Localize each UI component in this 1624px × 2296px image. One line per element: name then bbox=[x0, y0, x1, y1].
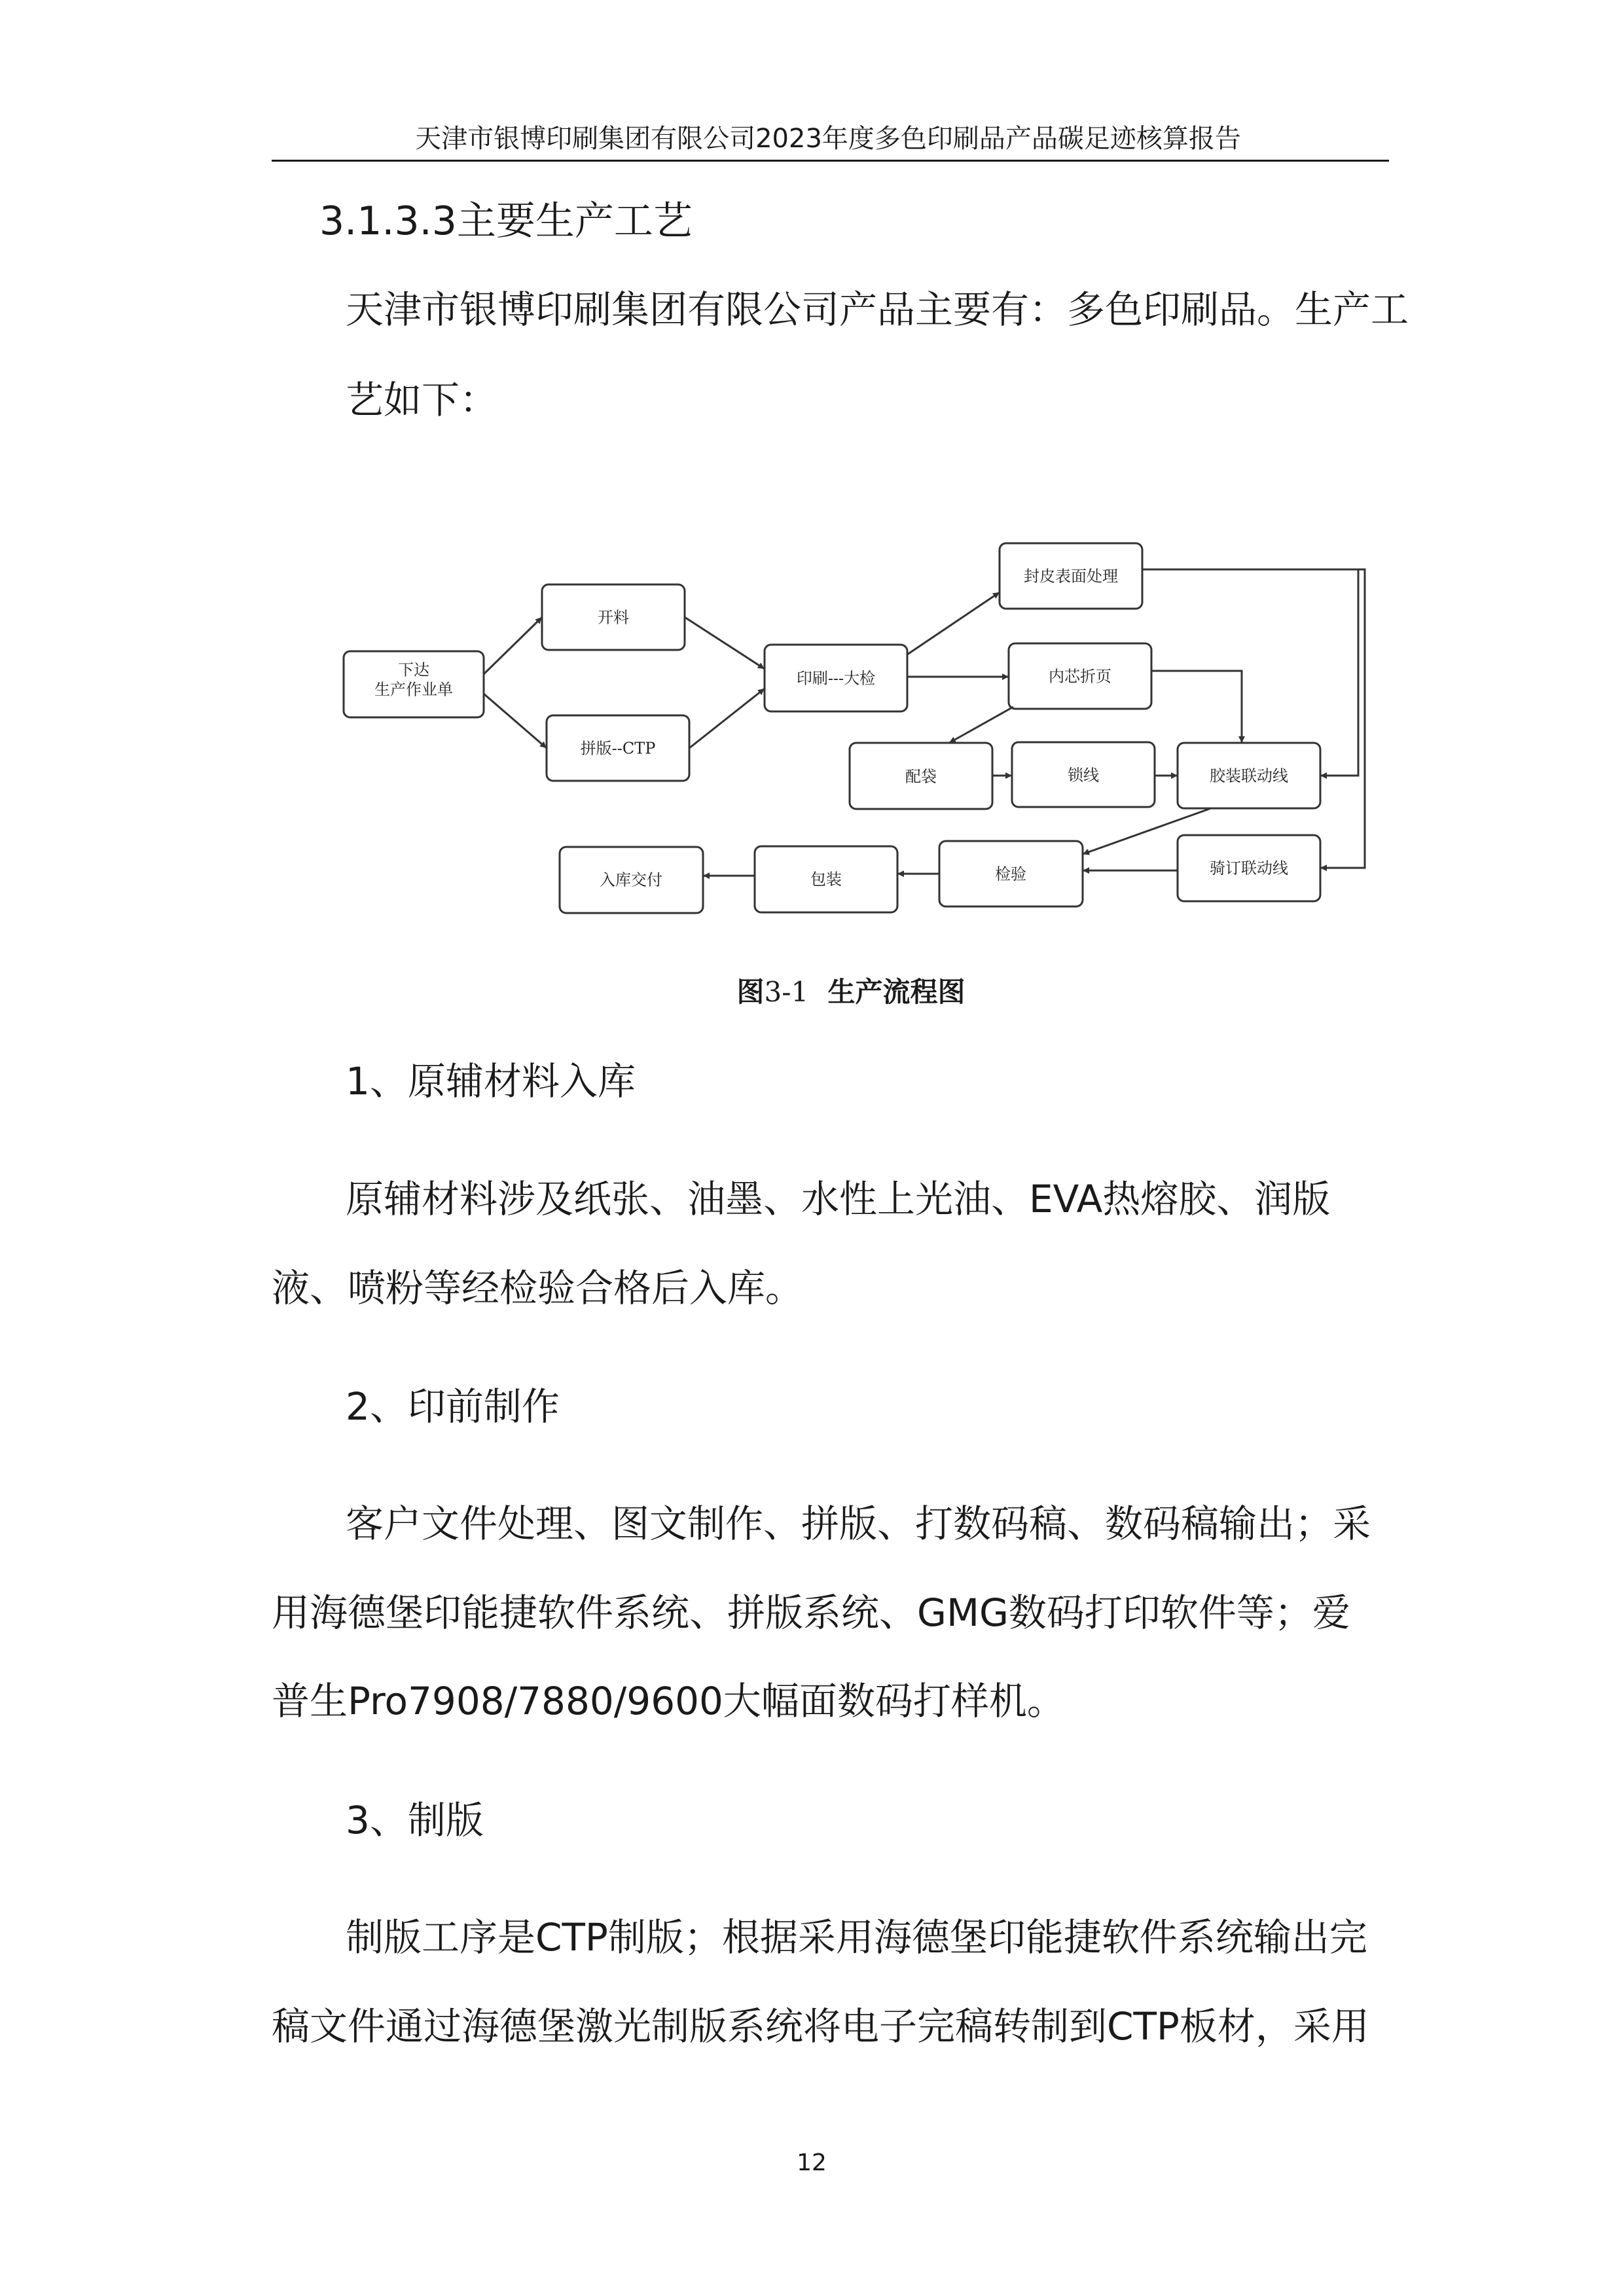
arrow-cutting-printing bbox=[685, 617, 765, 669]
node-perfect-binding-label: 胶装联动线 bbox=[1210, 766, 1288, 785]
figure-caption-number: 3-1 bbox=[764, 976, 809, 1008]
section-3-heading: 3、制版 bbox=[346, 1798, 484, 1842]
section-3-line-1: 制版工序是CTP制版；根据采用海德堡印能捷软件系统输出完 bbox=[346, 1915, 1367, 1960]
section-heading: 3.1.3.3主要生产工艺 bbox=[319, 198, 693, 244]
section-1-line-1: 原辅材料涉及纸张、油墨、水性上光油、EVA热熔胶、润版 bbox=[346, 1177, 1331, 1221]
section-2-line-2: 用海德堡印能捷软件系统、拼版系统、GMG数码打印软件等；爱 bbox=[272, 1590, 1350, 1635]
section-1-line-2: 液、喷粉等经检验合格后入库。 bbox=[272, 1266, 804, 1310]
figure-caption-title: 生产流程图 bbox=[827, 976, 965, 1008]
intro-line-1: 天津市银博印刷集团有限公司产品主要有：多色印刷品。生产工 bbox=[346, 287, 1409, 332]
node-inspection-label: 检验 bbox=[995, 865, 1026, 884]
node-packing-label: 包装 bbox=[810, 870, 842, 889]
arrow-inner-perfect bbox=[1151, 671, 1242, 743]
node-order-label-2: 生产作业单 bbox=[374, 680, 453, 699]
node-saddle-label: 骑订联动线 bbox=[1210, 859, 1288, 878]
arrow-imposition-printing bbox=[689, 689, 765, 748]
production-flow-diagram bbox=[0, 0, 1624, 949]
node-order-label-1: 下达 bbox=[398, 660, 429, 679]
node-cover-label: 封皮表面处理 bbox=[1024, 567, 1118, 586]
node-imposition-label: 拼版--CTP bbox=[580, 739, 656, 758]
page-header-title: 天津市银博印刷集团有限公司2023年度多色印刷品产品碳足迹核算报告 bbox=[415, 124, 1241, 154]
arrow-inner-collate bbox=[949, 707, 1013, 743]
node-cutting-label: 开料 bbox=[598, 608, 629, 627]
node-sewing-label: 锁线 bbox=[1068, 766, 1099, 785]
section-2-line-3: 普生Pro7908/7880/9600大幅面数码打样机。 bbox=[272, 1679, 1065, 1723]
page-number: 12 bbox=[797, 2149, 827, 2176]
arrow-order-cutting bbox=[484, 617, 542, 674]
section-2-heading: 2、印前制作 bbox=[346, 1384, 560, 1429]
node-storage-label: 入库交付 bbox=[600, 870, 662, 889]
intro-line-2: 艺如下： bbox=[346, 378, 498, 422]
figure-caption-prefix: 图 bbox=[736, 976, 765, 1008]
section-3-line-2: 稿文件通过海德堡激光制版系统将电子完稿转制到CTP板材，采用 bbox=[272, 2004, 1369, 2049]
node-inner-label: 内芯折页 bbox=[1049, 667, 1111, 686]
arrow-order-imposition bbox=[484, 694, 547, 748]
section-2-line-1: 客户文件处理、图文制作、拼版、打数码稿、数码稿输出；采 bbox=[346, 1501, 1371, 1546]
node-printing-label: 印刷---大检 bbox=[796, 669, 876, 688]
node-collate-label: 配袋 bbox=[905, 767, 937, 786]
arrow-printing-cover bbox=[907, 592, 1000, 655]
figure-caption bbox=[687, 975, 1015, 1009]
section-1-heading: 1、原辅材料入库 bbox=[346, 1059, 636, 1103]
